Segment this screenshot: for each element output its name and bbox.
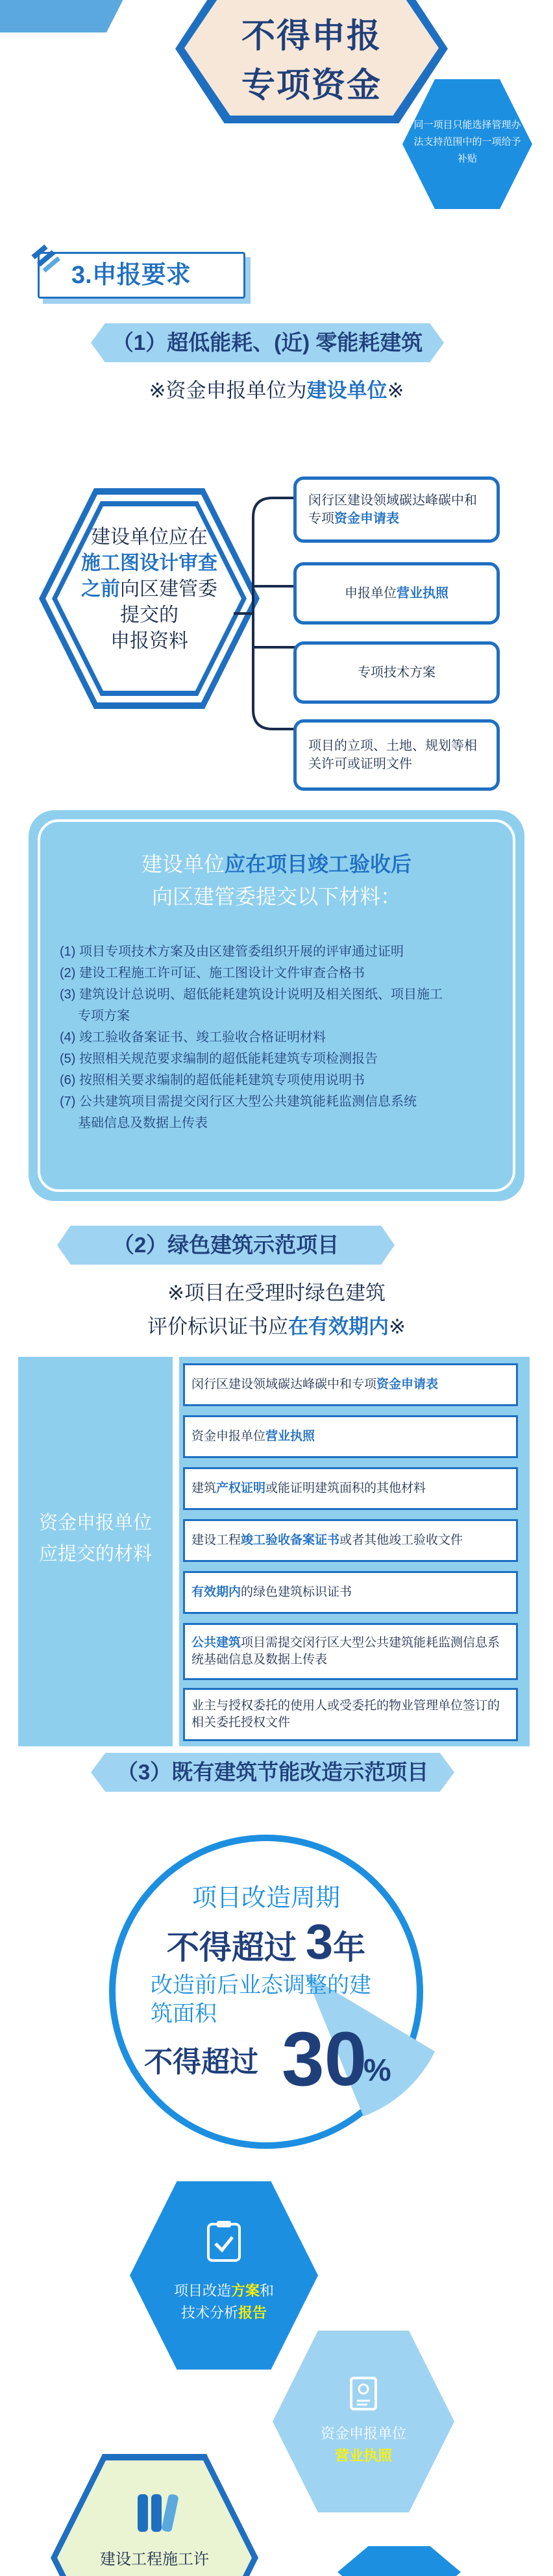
sub1-note-suffix: ※	[387, 379, 404, 402]
sub2-left-label	[18, 1507, 173, 1570]
center-line5: 申报资料	[110, 630, 188, 652]
row-highlight: 有效期内	[191, 1585, 241, 1599]
documents-stack-icon	[134, 2490, 179, 2536]
hexA-line2: 技术分析	[180, 2305, 238, 2321]
req-text: 申报单位	[345, 586, 397, 601]
sub1-banner: （1）超低能耗、(近) 零能耗建筑	[112, 330, 423, 354]
row-highlight: 资金申请表	[376, 1378, 439, 1391]
hero-title-line1: 不得申报	[241, 18, 382, 55]
row-highlight: 公共建筑	[191, 1636, 241, 1650]
material-row	[183, 1415, 518, 1458]
document-icon	[349, 2376, 378, 2411]
sub1-note-prefix: ※资金申报单位为	[149, 379, 307, 402]
hexA-hl2: 报告	[238, 2305, 267, 2321]
hexB-line1: 资金申报单位	[320, 2425, 406, 2442]
plan-hex-text	[130, 2280, 318, 2324]
hexA-pre: 项目改造	[173, 2283, 231, 2299]
circle-line3: 改造前后业态调整的建筑面积	[151, 1973, 371, 2026]
sub2-note-suffix: ※	[389, 1315, 406, 1338]
hexA-mid: 和	[260, 2283, 275, 2299]
center-line2: 施工图设计审查	[81, 552, 217, 574]
row-text-post: 的绿色建筑标识证书	[241, 1585, 352, 1599]
circle-percent-sign: %	[363, 2053, 391, 2088]
req-text: 专项技术方案	[358, 665, 436, 680]
row-highlight: 营业执照	[265, 1430, 315, 1443]
list-item: (3) 建筑设计总说明、超低能耗建筑设计说明及相关图纸、项目施工	[60, 987, 443, 1002]
circle-percent-number: 30	[282, 2016, 367, 2102]
requirement-box	[293, 477, 500, 543]
list-item: (2) 建设工程施工许可证、施工图设计文件审查合格书	[60, 966, 365, 980]
sub1-note-highlight: 建设单位	[306, 379, 387, 402]
material-row	[183, 1363, 518, 1406]
row-text: 资金申报单位	[191, 1430, 266, 1443]
circle-line2-suffix: 年	[333, 1929, 366, 1966]
hero-title	[184, 12, 439, 110]
permit-hex-text: 建设工程施工许	[100, 2551, 209, 2568]
list-item: (1) 项目专项技术方案及由区建管委组织开展的评审通过证明	[60, 945, 404, 959]
panel-title	[38, 848, 515, 913]
row-text: 建设工程	[191, 1533, 241, 1547]
section-title: 3.申报要求	[71, 262, 191, 289]
center-hex-text	[64, 525, 235, 654]
requirement-box	[293, 719, 500, 791]
material-row	[183, 1519, 518, 1562]
req-highlight: 营业执照	[397, 586, 449, 601]
circle-line2-pre: 不得超过	[166, 1929, 297, 1966]
requirement-box	[293, 562, 500, 625]
req-highlight: 资金申请表	[334, 512, 399, 526]
circle-line2	[116, 1914, 417, 1970]
row-highlight: 竣工验收备案证书	[241, 1533, 340, 1547]
center-line3b: 向区建管委	[120, 578, 217, 600]
materials-list	[60, 941, 501, 1134]
left-label-line1: 资金申报单位	[38, 1513, 152, 1533]
hexA-hl1: 方案	[230, 2283, 260, 2299]
left-label-line2: 应提交的材料	[38, 1544, 152, 1565]
center-line3: 之前	[81, 578, 120, 600]
hero-title-line2: 专项资金	[241, 67, 382, 105]
material-row	[183, 1623, 518, 1680]
row-text-post: 或者其他竣工验收文件	[339, 1533, 463, 1547]
row-text-post: 项目需提交闵行区大型公共建筑能耗监测信息系统基础信息及数据上传表	[191, 1636, 500, 1666]
req-text: 闵行区建设领域碳达峰碳中和专项	[308, 493, 477, 526]
panel-title-pre: 建设单位	[141, 852, 225, 876]
material-row	[183, 1467, 518, 1510]
sub2-banner: （2）绿色建筑示范项目	[112, 1233, 339, 1257]
panel-title-highlight: 应在项目竣工验收后	[225, 852, 412, 876]
row-text: 闵行区建设领域碳达峰碳中和专项	[191, 1378, 377, 1391]
center-line4: 提交的	[120, 604, 178, 626]
circle-line1: 项目改造周期	[191, 1885, 340, 1912]
sub2-note-line2: 评价标识证书应	[147, 1315, 288, 1338]
list-item: 基础信息及数据上传表	[78, 1116, 208, 1130]
list-item: (6) 按照相关要求编制的超低能耗建筑专项使用说明书	[60, 1073, 365, 1087]
sub2-note-line1: ※项目在受理时绿色建筑	[167, 1282, 386, 1304]
plan-hex	[130, 2181, 318, 2370]
license-hex	[273, 2331, 454, 2512]
row-highlight: 产权证明	[216, 1481, 266, 1495]
requirement-box	[293, 641, 500, 704]
row-text-post: 或能证明建筑面积的其他材料	[265, 1481, 426, 1495]
list-item: 专项方案	[78, 1009, 130, 1023]
sub3-banner: （3）既有建筑节能改造示范项目	[116, 1760, 429, 1784]
decorative-hex	[338, 2546, 461, 2576]
list-item: (7) 公共建筑项目需提交闵行区大型公共建筑能耗监测信息系统	[60, 1095, 417, 1109]
list-item: (5) 按照相关规范要求编制的超低能耗建筑专项检测报告	[60, 1052, 378, 1066]
circle-line4: 不得超过	[144, 2046, 258, 2078]
pencil-icon	[27, 244, 69, 279]
decorative-hex	[0, 0, 143, 32]
hexB-highlight: 营业执照	[334, 2447, 392, 2464]
hero-note: 同一项目只能选择管理办法支持范围中的一项给予补贴	[413, 119, 521, 164]
circle-years-number: 3	[305, 1914, 334, 1970]
req-text: 项目的立项、土地、规划等相关许可或证明文件	[308, 739, 477, 771]
sub2-note	[0, 1276, 553, 1344]
clipboard-check-icon	[206, 2220, 241, 2262]
row-text: 建筑	[191, 1481, 217, 1495]
panel-title-line2: 向区建管委提交以下材料：	[151, 885, 401, 908]
license-hex-text	[273, 2423, 454, 2467]
sub1-note	[0, 374, 553, 408]
material-row	[183, 1571, 518, 1614]
row-text: 业主与授权委托的使用人或受委托的物业管理单位签订的相关委托授权文件	[191, 1699, 500, 1729]
list-item: (4) 竣工验收备案证书、竣工验收合格证明材料	[60, 1030, 326, 1045]
sub2-note-highlight: 在有效期内	[288, 1315, 389, 1338]
center-line1: 建设单位应在	[91, 526, 208, 548]
material-row	[183, 1688, 518, 1741]
